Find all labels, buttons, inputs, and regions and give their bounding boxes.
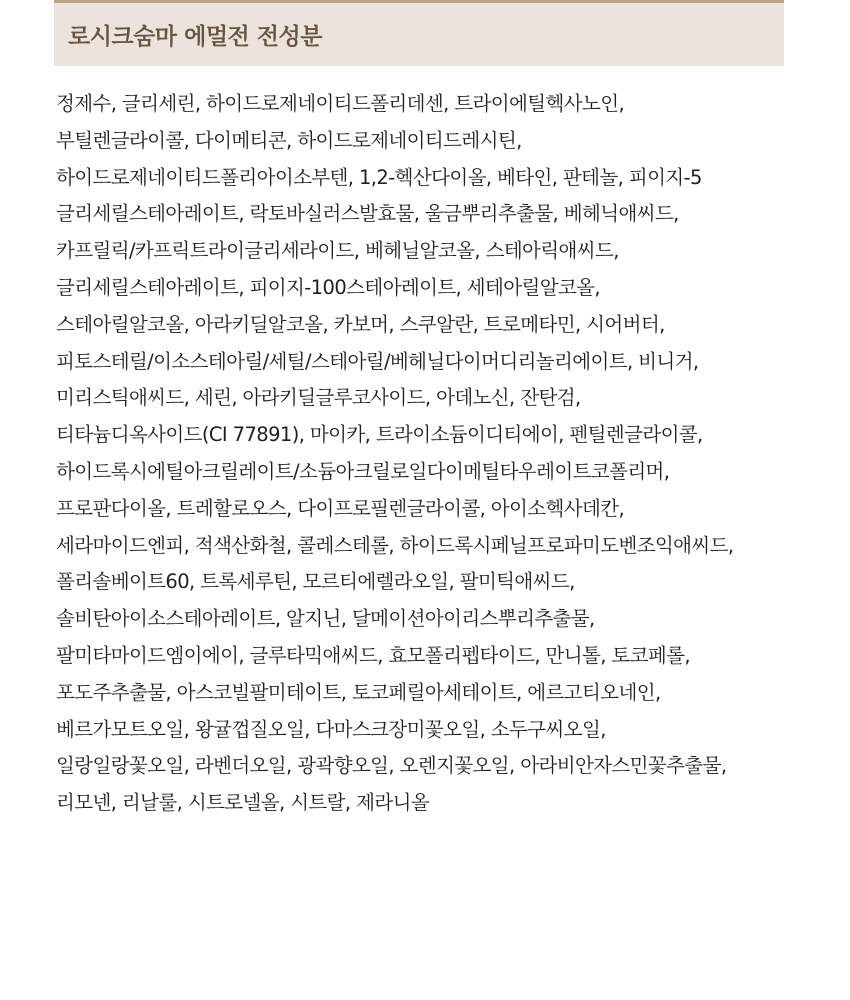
ingredient-line: 글리세릴스테아레이트, 피이지-100스테아레이트, 세테아릴알코올,: [56, 275, 601, 299]
ingredient-line: 미리스틱애씨드, 세린, 아라키딜글루코사이드, 아데노신, 잔탄검,: [56, 386, 581, 410]
section-title: 로시크숨마 에멀전 전성분: [68, 24, 322, 50]
ingredient-line: 솔비탄아이소스테아레이트, 알지닌, 달메이션아이리스뿌리추출물,: [56, 607, 595, 631]
ingredient-line: 폴리솔베이트60, 트록세루틴, 모르티에렐라오일, 팔미틱애씨드,: [56, 570, 575, 594]
ingredient-line: 정제수, 글리세린, 하이드로제네이티드폴리데센, 트라이에틸헥사노인,: [56, 92, 625, 115]
ingredient-line: 포도주추출물, 아스코빌팔미테이트, 토코페릴아세테이트, 에르고티오네인,: [56, 680, 661, 704]
ingredient-line: 베르가모트오일, 왕귤껍질오일, 다마스크장미꽃오일, 소두구씨오일,: [56, 717, 606, 741]
ingredient-line: 팔미타마이드엠이에이, 글루타믹애씨드, 효모폴리펩타이드, 만니톨, 토코페롤,: [56, 643, 690, 667]
ingredient-line: 프로판다이올, 트레할로오스, 다이프로필렌글라이콜, 아이소헥사데칸,: [56, 496, 625, 520]
ingredient-line: 하이드록시에틸아크릴레이트/소듐아크릴로일다이메틸타우레이트코폴리머,: [56, 459, 670, 483]
ingredient-line: 하이드로제네이티드폴리아이소부텐, 1,2-헥산다이올, 베타인, 판테놀, 피이지-5: [56, 165, 702, 189]
ingredient-list: [56, 86, 786, 822]
section-header: [54, 3, 784, 66]
ingredient-line: 부틸렌글라이콜, 다이메티콘, 하이드로제네이티드레시틴,: [56, 128, 522, 152]
ingredient-line: 일랑일랑꽃오일, 라벤더오일, 광곽향오일, 오렌지꽃오일, 아라비안자스민꽃추출물,: [56, 754, 727, 778]
ingredient-line: 세라마이드엔피, 적색산화철, 콜레스테롤, 하이드록시페닐프로파미도벤조익애씨드,: [56, 533, 734, 557]
ingredient-line: 티타늄디옥사이드(CI 77891), 마이카, 트라이소듐이디티에이, 펜틸렌글라이콜,: [56, 423, 703, 447]
ingredient-line: 스테아릴알코올, 아라키딜알코올, 카보머, 스쿠알란, 트로메타민, 시어버터,: [56, 312, 665, 336]
ingredient-line: 리모넨, 리날룰, 시트로넬올, 시트랄, 제라니올: [56, 791, 430, 815]
ingredient-line: 카프릴릭/카프릭트라이글리세라이드, 베헤닐알코올, 스테아릭애씨드,: [56, 239, 619, 263]
ingredient-line: 피토스테릴/이소스테아릴/세틸/스테아릴/베헤닐다이머디리놀리에이트, 비니거,: [56, 349, 699, 373]
ingredient-line: 글리세릴스테아레이트, 락토바실러스발효물, 울금뿌리추출물, 베헤닉애씨드,: [56, 202, 679, 226]
